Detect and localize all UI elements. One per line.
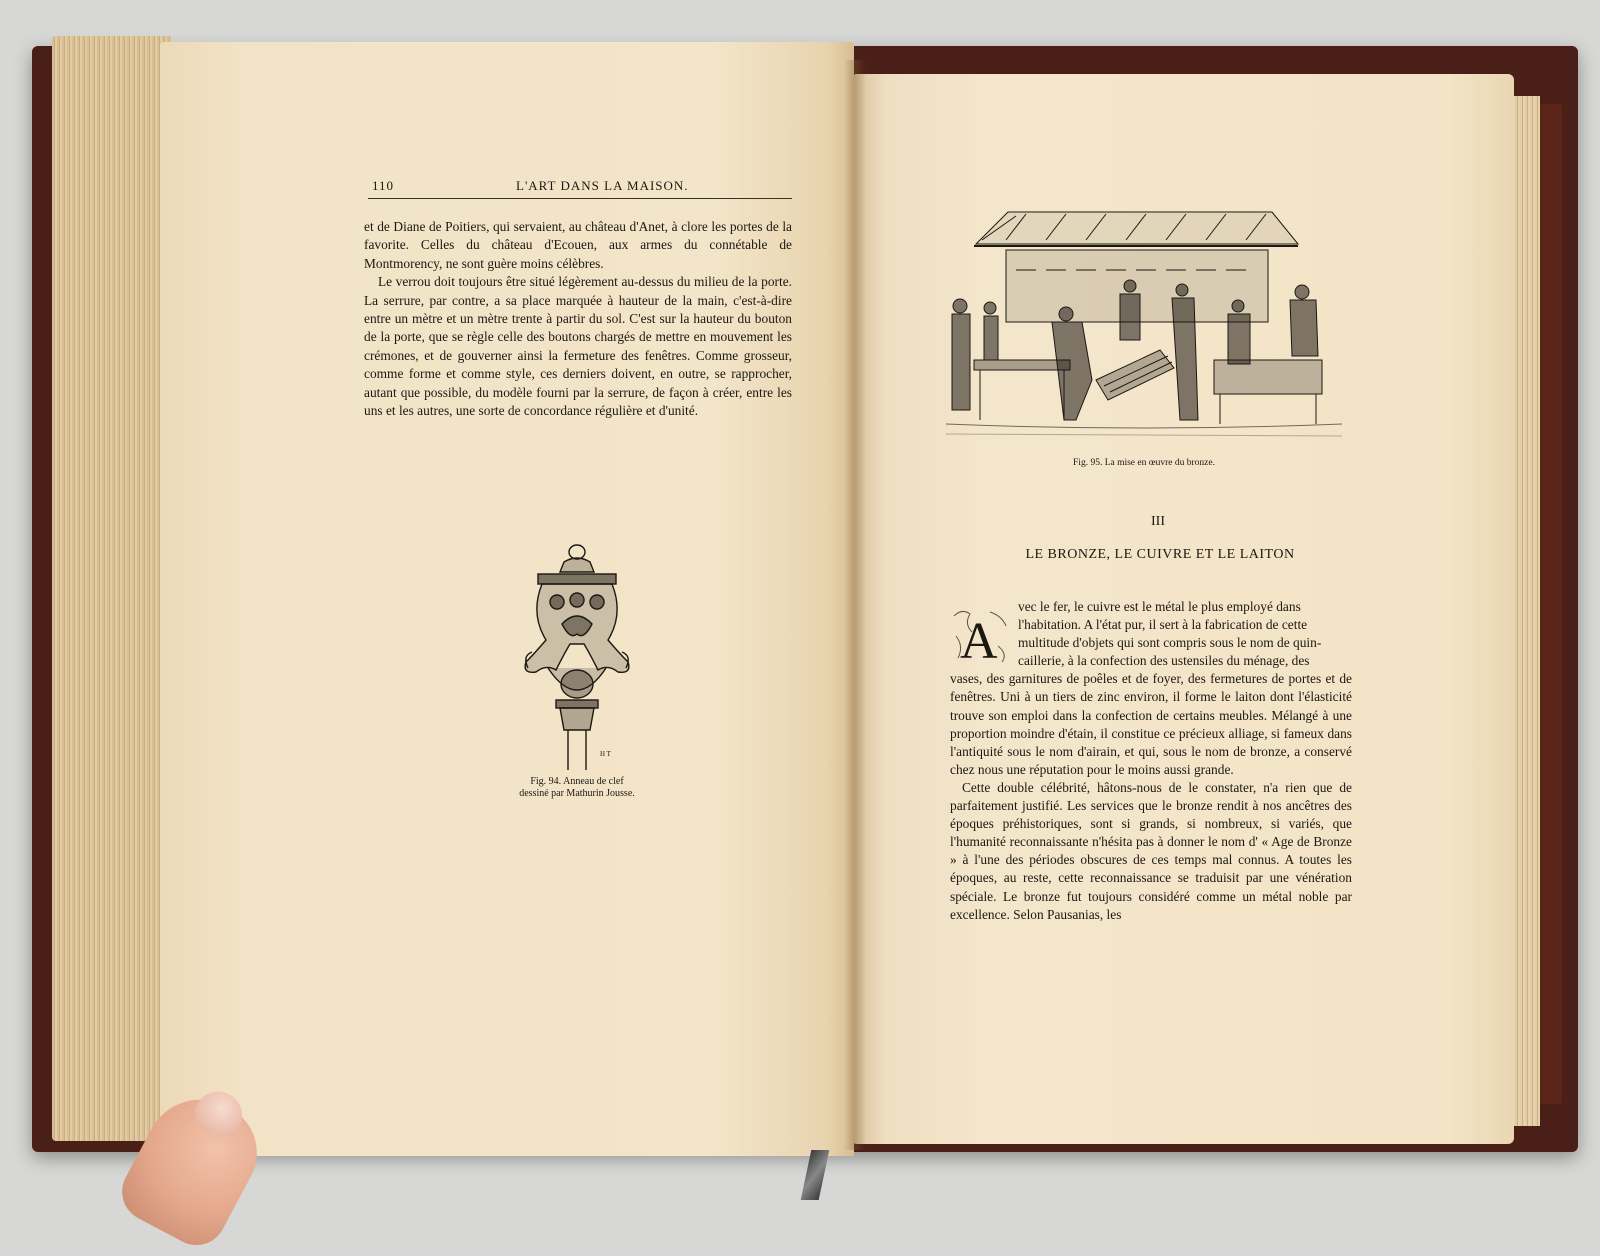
figure-95-caption: Fig. 95. La mise en œuvre du bronze.	[1073, 458, 1215, 468]
running-head	[368, 176, 792, 198]
right-paragraph-1-rest: vases, des garnitures de poêles et de foyer, des fermetures de portes et de fenêtres. Uni à un tiers de zinc environ, il forme le laiton dont l'élasticité trouve son emploi dans la confection de certains meubles. Mélangé à une proportion moindre d'étain, il constitue ce précieux alliage, si fameux dans l'antiquité sous le nom d'airain, et qui, sous le nom de bronze, a conservé chez nous une réputation pour le moins aussi grande.	[950, 671, 1352, 777]
left-page-text	[364, 218, 792, 420]
book-gutter	[844, 60, 866, 1150]
drop-cap-letter: A	[960, 613, 998, 666]
engraver-signature: H T	[600, 750, 611, 758]
right-paragraph-1-first-line: vec le fer, le cuivre est le métal le plus employé dans	[1018, 599, 1301, 614]
right-paragraph-1-indented-line-1: l'habitation. A l'état pur, il sert à la fabrication de cette	[1018, 617, 1308, 633]
right-page-text	[950, 598, 1352, 924]
left-page	[160, 42, 854, 1156]
chapter-title: LE BRONZE, LE CUIVRE ET LE LAITON	[1025, 547, 1295, 562]
figure-94-caption-line2: dessiné par Mathurin Jousse.	[519, 788, 635, 799]
right-paragraph-1	[950, 598, 1352, 779]
figure-94-caption-line1: Fig. 94. Anneau de clef	[530, 776, 624, 787]
right-paragraph-1-indented-line-3: caillerie, à la confection des ustensiles du ménage, des	[1018, 653, 1310, 669]
key-ring-engraving	[512, 544, 642, 774]
left-paragraph-1: et de Diane de Poitiers, qui servaient, au château d'Anet, à clore les portes de la favorite. Celles du château d'Ecouen, aux armes du connétable de Montmorency, ne sont guère moins célèbres.	[364, 219, 792, 271]
page-edges-left	[52, 36, 172, 1141]
left-paragraph-2: Le verrou doit toujours être situé légèrement au-dessus du milieu de la porte. La serrure, par contre, a sa place marquée à hauteur de la main, c'est-à-dire entre un mètre et un mètre trente à partir du sol. C'est sur la hauteur du bouton de la porte, que se règle celle des boutons chargés de mettre en mouvement les crémones, et de gouverner ainsi la fermeture des fenêtres. Comme grosseur, comme forme et comme style, ces derniers doivent, en outre, se rapprocher, autant que possible, du modèle fourni par la serrure, de façon à créer, entre les uns et les autres, une sorte de concordance régulière et d'unité.	[364, 274, 792, 419]
running-title: L'ART DANS LA MAISON.	[516, 178, 689, 193]
right-paragraph-2: Cette double célébrité, hâtons-nous de le constater, n'a rien que de parfaitement justifié. Les services que le bronze rendit à nos ancêtres des époques préhistoriques, sont si grands, si nombreux, si variés, que l'humanité reconnaissante n'hésita pas à donner le nom d' « Age de Bronze » à l'une des périodes obscures de ces temps mal connus. A toutes les époques, au reste, cette reconnaissance se traduisit par une vénération spéciale. Le bronze fut toujours considéré comme un métal noble par excellence. Selon Pausanias, les	[950, 779, 1352, 922]
header-rule	[368, 198, 792, 199]
page-number: 110	[372, 178, 395, 193]
chapter-number: III	[1151, 514, 1165, 529]
right-paragraph-1-indented-line-2: multitude d'objets qui sont compris sous le nom de quin-	[1018, 635, 1322, 651]
bronze-workshop-engraving	[946, 210, 1342, 450]
figure-94-caption	[492, 776, 662, 800]
bookmark-ribbon	[801, 1150, 830, 1200]
